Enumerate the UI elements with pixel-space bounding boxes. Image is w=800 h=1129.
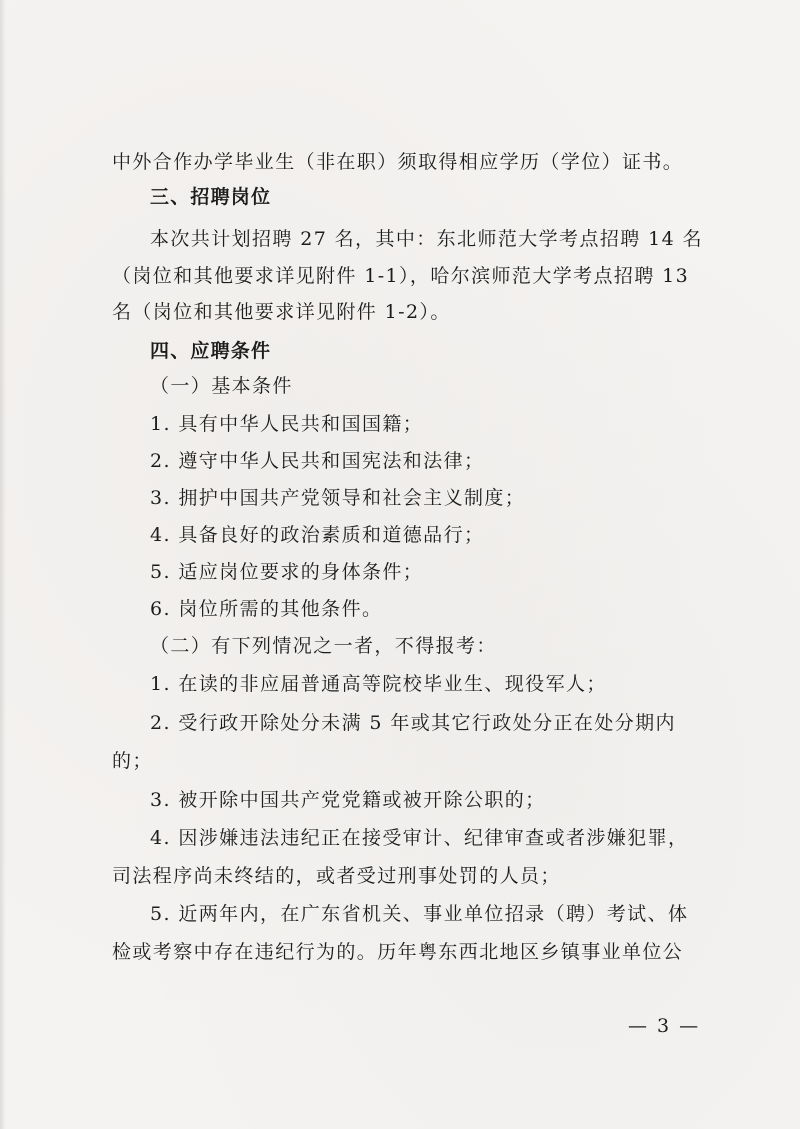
list-item-continuation: 的； (112, 750, 153, 772)
list-item-continuation: 司法程序尚未终结的，或者受过刑事处罚的人员； (112, 865, 561, 887)
text-line-continuation: 中外合作办学毕业生（非在职）须取得相应学历（学位）证书。 (112, 151, 684, 173)
list-item: 4. 具备良好的政治素质和道德品行； (150, 524, 485, 546)
list-item: 3. 被开除中国共产党党籍或被开除公职的； (150, 789, 546, 811)
list-item: 3. 拥护中国共产党领导和社会主义制度； (150, 487, 526, 509)
list-item: 4. 因涉嫌违法违纪正在接受审计、纪律审查或者涉嫌犯罪， (150, 827, 689, 849)
scan-edge (0, 0, 6, 1129)
list-item-continuation: 检或考察中存在违纪行为的。历年粤东西北地区乡镇事业单位公 (112, 941, 684, 963)
list-item: 5. 适应岗位要求的身体条件； (150, 561, 424, 583)
list-item: 1. 在读的非应届普通高等院校毕业生、现役军人； (150, 673, 607, 695)
list-item: 2. 遵守中华人民共和国宪法和法律； (150, 450, 485, 472)
subsection-heading-basic: （一）基本条件 (150, 375, 293, 397)
page-number: — 3 — (628, 1015, 701, 1037)
text-line: 名（岗位和其他要求详见附件 1-2）。 (112, 301, 451, 323)
list-item: 5. 近两年内，在广东省机关、事业单位招录（聘）考试、体 (150, 903, 689, 925)
section-heading-conditions: 四、应聘条件 (150, 340, 272, 362)
text-line: （岗位和其他要求详见附件 1-1），哈尔滨师范大学考点招聘 13 (112, 265, 690, 287)
list-item: 6. 岗位所需的其他条件。 (150, 598, 383, 620)
list-item: 1. 具有中华人民共和国国籍； (150, 413, 424, 435)
section-heading-positions: 三、招聘岗位 (150, 186, 272, 208)
text-line: 本次共计划招聘 27 名，其中：东北师范大学考点招聘 14 名 (150, 228, 703, 250)
list-item: 2. 受行政开除处分未满 5 年或其它行政处分正在处分期内 (150, 712, 676, 734)
subsection-heading-exclusions: （二）有下列情况之一者，不得报考： (150, 635, 497, 657)
